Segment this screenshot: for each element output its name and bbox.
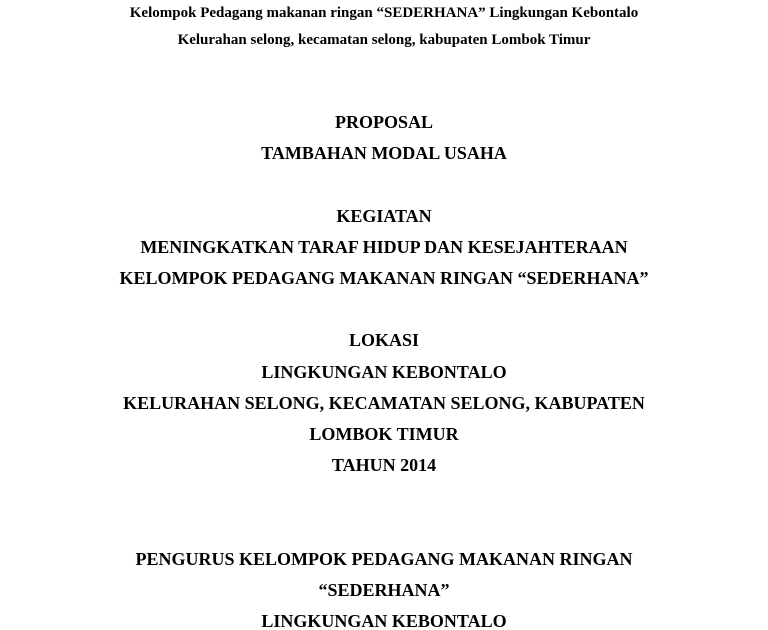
location-line-1: LINGKUNGAN KEBONTALO	[261, 362, 507, 382]
committee-line-1: PENGURUS KELOMPOK PEDAGANG MAKANAN RINGAN	[135, 549, 633, 569]
committee-line-2: “SEDERHANA”	[318, 580, 450, 600]
location-year: TAHUN 2014	[331, 455, 437, 475]
activity-line-1: MENINGKATKAN TARAF HIDUP DAN KESEJAHTERAAN	[140, 237, 628, 257]
committee-line-3: LINGKUNGAN KEBONTALO	[261, 611, 507, 630]
proposal-title: PROPOSAL	[334, 112, 433, 132]
header-line-1: Kelompok Pedagang makanan ringan “SEDERHANA” Lingkungan Kebontalo	[129, 5, 639, 21]
activity-heading: KEGIATAN	[336, 206, 432, 226]
activity-line-2: KELOMPOK PEDAGANG MAKANAN RINGAN “SEDERHANA”	[119, 268, 649, 288]
location-line-2: KELURAHAN SELONG, KECAMATAN SELONG, KABUPATEN	[123, 393, 645, 413]
location-line-3: LOMBOK TIMUR	[309, 424, 459, 444]
proposal-subtitle: TAMBAHAN MODAL USAHA	[261, 143, 507, 163]
header-line-2: Kelurahan selong, kecamatan selong, kabupaten Lombok Timur	[177, 32, 591, 48]
location-heading: LOKASI	[348, 330, 420, 350]
